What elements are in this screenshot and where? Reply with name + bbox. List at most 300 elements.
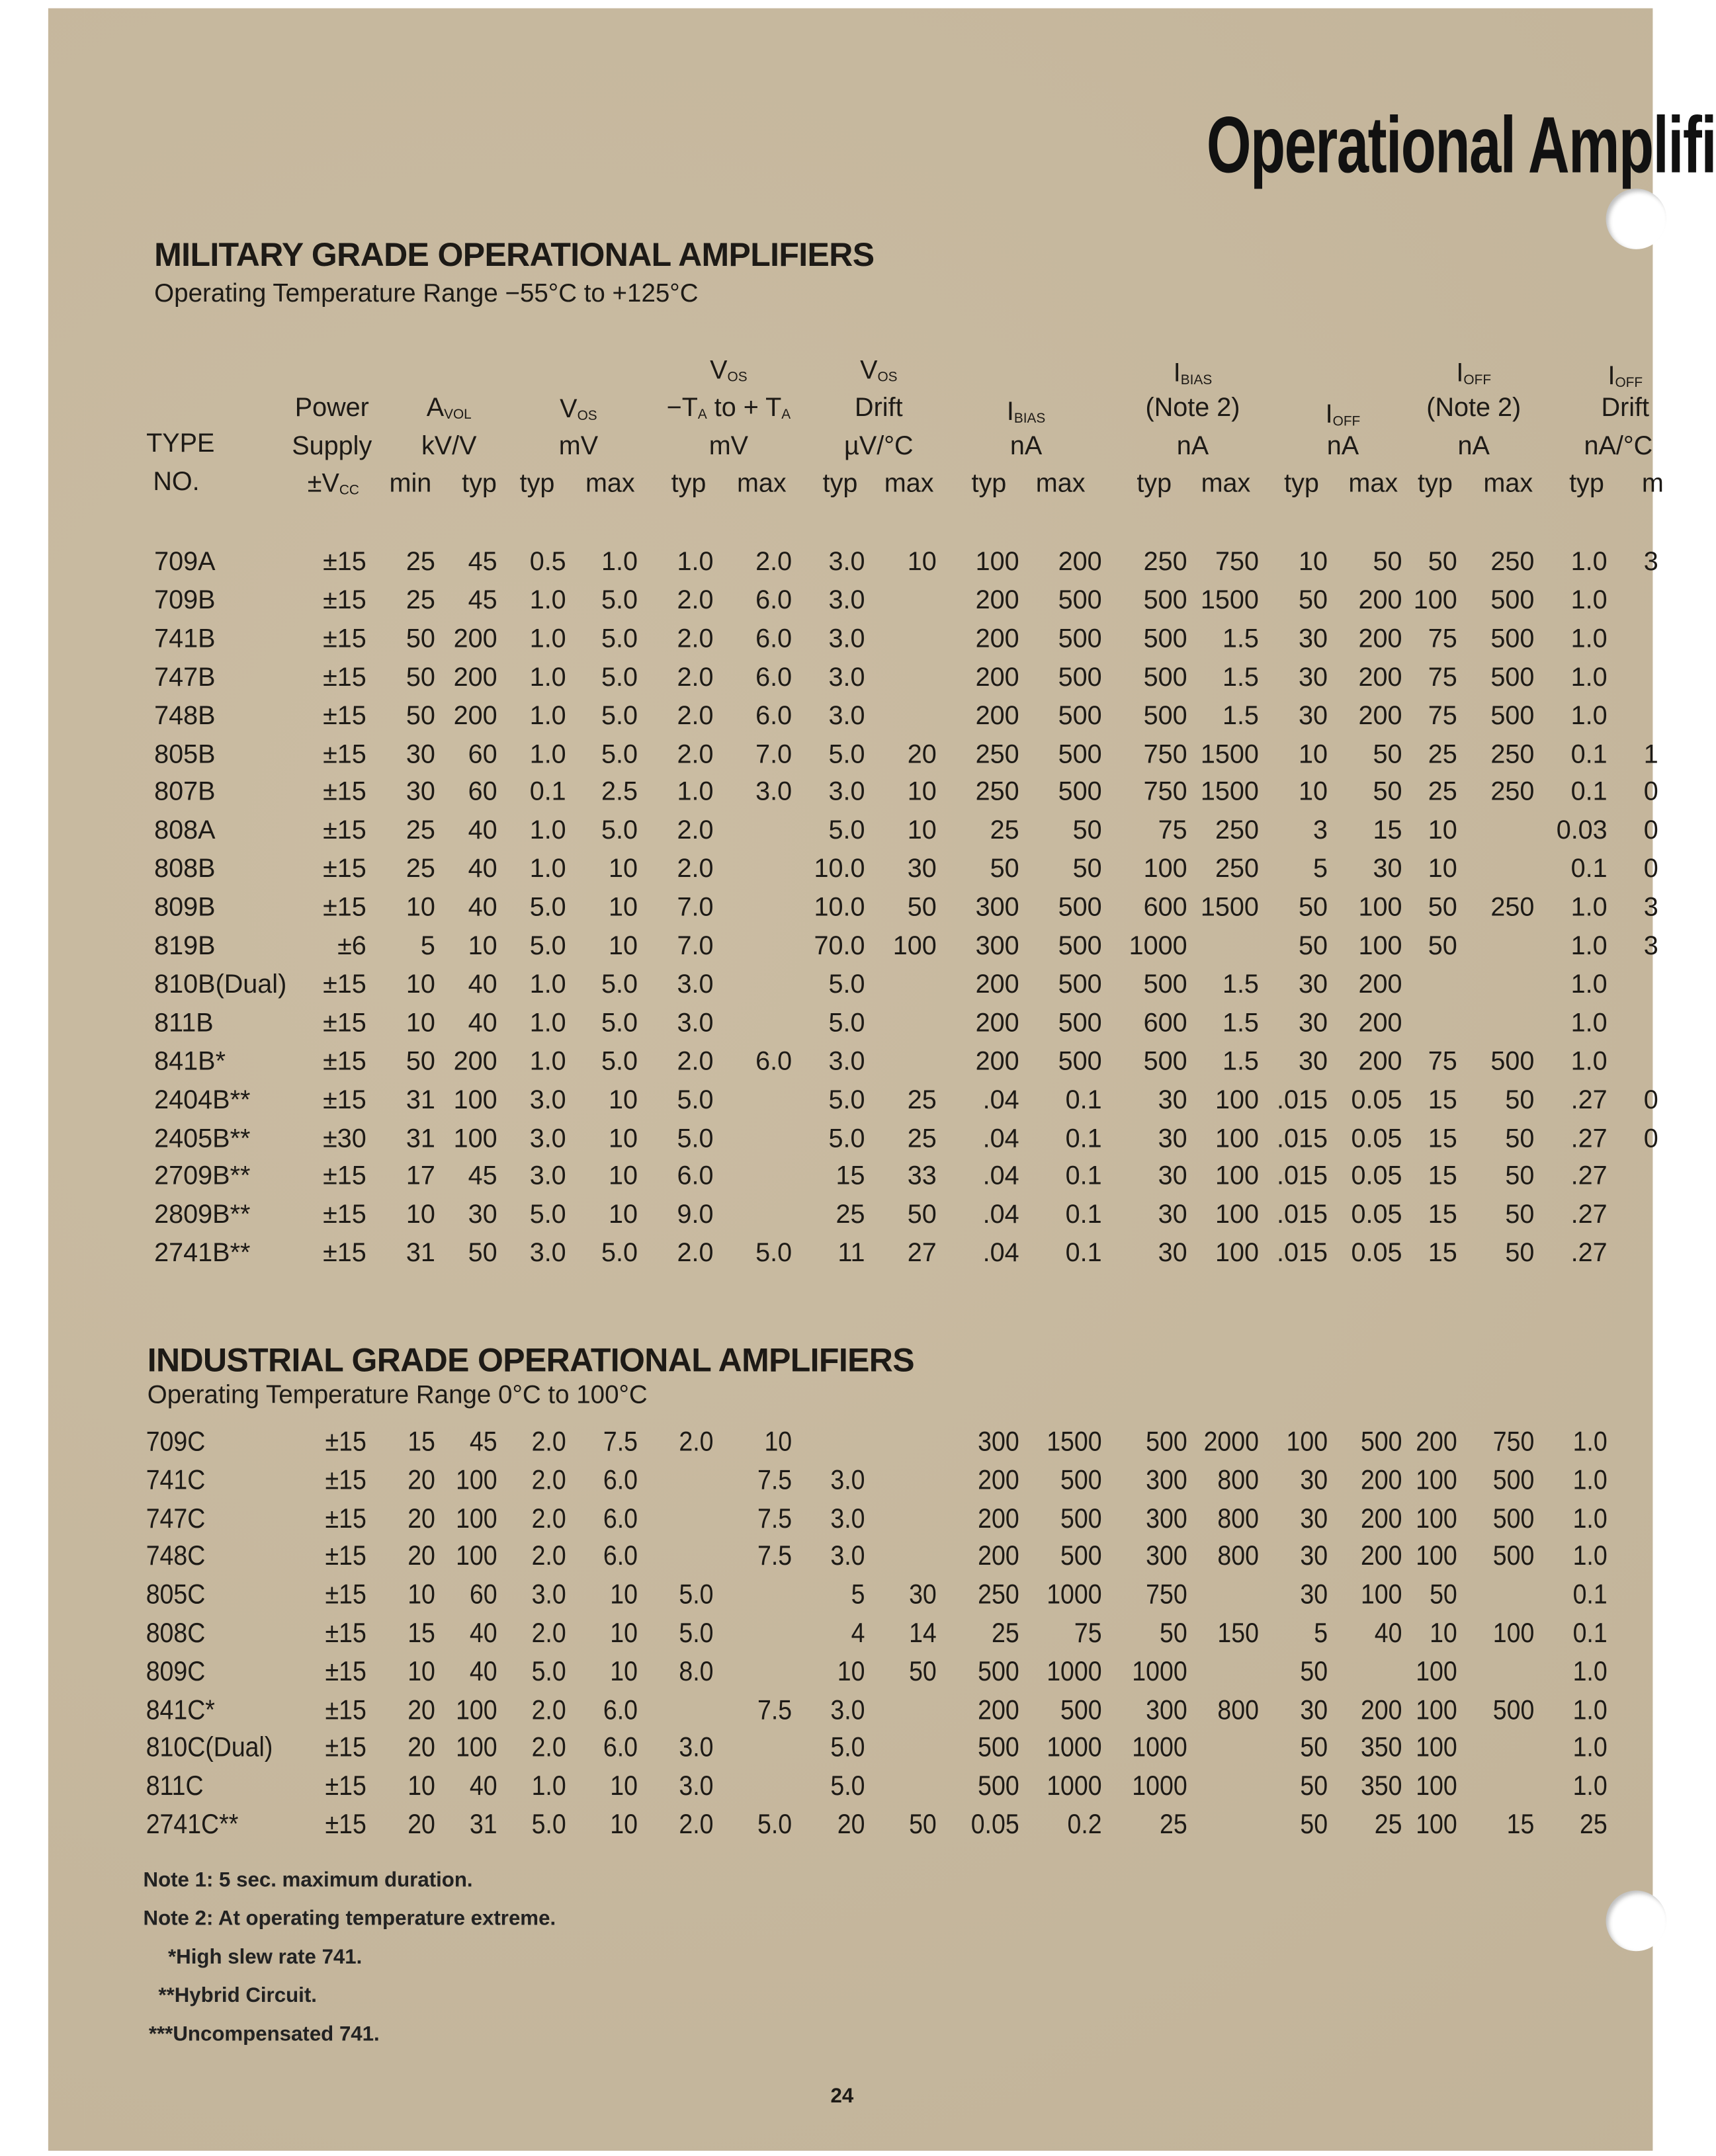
ibias-typ-cell: 200 bbox=[975, 1047, 1019, 1077]
column-header bbox=[1584, 433, 1652, 463]
vos-drift-max-cell: 20 bbox=[907, 740, 937, 769]
brand-title: Operational Amplifi bbox=[1206, 100, 1716, 190]
vos-typ-cell: 1.0 bbox=[529, 586, 566, 616]
ibias-note2-typ-cell: 500 bbox=[1143, 663, 1187, 692]
vos-temp-typ-cell: 9.0 bbox=[677, 1201, 714, 1230]
vos-max-cell: 5.0 bbox=[601, 740, 638, 769]
vos-drift-max-cell: 50 bbox=[907, 893, 937, 923]
ibias-note2-typ-cell: 500 bbox=[1143, 701, 1187, 731]
ibias-note2-typ-cell: 500 bbox=[1143, 624, 1187, 654]
type-cell: 741C bbox=[146, 1465, 206, 1496]
ibias-note2-max-cell: 1500 bbox=[1200, 893, 1259, 923]
vos-temp-typ-cell: 3.0 bbox=[679, 1733, 714, 1764]
header-text: max bbox=[736, 469, 787, 499]
vos-max-cell: 5.0 bbox=[601, 663, 638, 692]
ioff-drift-typ-cell: 1.0 bbox=[1572, 1695, 1608, 1725]
vos-max-cell: 6.0 bbox=[603, 1465, 638, 1496]
avol-typ-cell: 40 bbox=[469, 1618, 497, 1649]
ioff-note2-max-cell: 250 bbox=[1490, 548, 1535, 577]
ibias-typ-cell: 200 bbox=[975, 1009, 1019, 1038]
vos-drift-max-cell: 33 bbox=[907, 1163, 937, 1192]
ioff-note2-typ-cell: 100 bbox=[1416, 1542, 1457, 1573]
ibias-note2-typ-cell: 500 bbox=[1143, 586, 1187, 616]
column-header bbox=[520, 470, 555, 500]
ioff-drift-typ-cell: 1.0 bbox=[1572, 1542, 1608, 1573]
header-text: OS bbox=[727, 370, 748, 386]
ibias-typ-cell: 250 bbox=[978, 1580, 1019, 1611]
ibias-typ-cell: .04 bbox=[982, 1239, 1019, 1268]
header-text: A bbox=[697, 407, 707, 423]
ioff-typ-cell: 30 bbox=[1300, 1580, 1328, 1611]
ioff-max-cell: 200 bbox=[1360, 1695, 1402, 1725]
column-header bbox=[1458, 433, 1490, 463]
ibias-note2-typ-cell: 50 bbox=[1159, 1618, 1187, 1649]
ibias-typ-cell: .04 bbox=[982, 1163, 1019, 1192]
avol-typ-cell: 200 bbox=[453, 701, 497, 731]
vos-temp-max-cell: 7.5 bbox=[757, 1695, 793, 1725]
avol-typ-cell: 40 bbox=[468, 893, 497, 923]
header-text: Power bbox=[294, 394, 369, 423]
vos-max-cell: 7.5 bbox=[603, 1427, 638, 1458]
supply-cell: ±30 bbox=[323, 1124, 366, 1153]
vos-temp-typ-cell: 2.0 bbox=[677, 817, 714, 846]
vos-temp-max-cell: 7.5 bbox=[757, 1503, 793, 1534]
ioff-drift-typ-cell: 0.1 bbox=[1570, 778, 1608, 808]
vos-temp-max-cell: 3.0 bbox=[755, 778, 793, 808]
ioff-note2-typ-cell: 100 bbox=[1416, 1809, 1457, 1841]
vos-temp-typ-cell: 3.0 bbox=[679, 1771, 714, 1802]
supply-cell: ±15 bbox=[323, 778, 366, 808]
ibias-max-cell: 0.1 bbox=[1065, 1201, 1102, 1230]
header-text: I bbox=[1325, 400, 1333, 430]
header-text: OS bbox=[577, 409, 597, 425]
ioff-typ-cell: 50 bbox=[1299, 893, 1328, 923]
ibias-typ-cell: 200 bbox=[978, 1542, 1019, 1573]
vos-drift-typ-cell: 3.0 bbox=[828, 701, 865, 731]
avol-typ-cell: 100 bbox=[456, 1542, 497, 1573]
vos-max-cell: 10 bbox=[610, 1618, 638, 1649]
avol-typ-cell: 40 bbox=[469, 1657, 497, 1688]
ioff-drift-typ-cell: 1.0 bbox=[1570, 1047, 1608, 1077]
header-text: typ bbox=[671, 469, 707, 499]
ibias-typ-cell: 200 bbox=[975, 970, 1019, 1000]
type-cell: 809B bbox=[154, 893, 216, 923]
ibias-typ-cell: 300 bbox=[975, 893, 1019, 923]
vos-drift-max-cell: 27 bbox=[907, 1239, 937, 1268]
vos-typ-cell: 5.0 bbox=[529, 1201, 566, 1230]
type-cell: 2809B** bbox=[154, 1201, 251, 1230]
ibias-max-cell: 1500 bbox=[1047, 1427, 1102, 1458]
column-header bbox=[710, 356, 748, 387]
vos-max-cell: 10 bbox=[610, 1657, 638, 1688]
vos-temp-typ-cell: 8.0 bbox=[679, 1657, 714, 1688]
avol-min-cell: 25 bbox=[406, 817, 435, 846]
avol-min-cell: 17 bbox=[406, 1163, 435, 1192]
ioff-drift-typ-cell: 0.1 bbox=[1572, 1580, 1608, 1611]
header-text: OFF bbox=[1615, 376, 1643, 392]
vos-max-cell: 10 bbox=[608, 932, 638, 962]
supply-cell: ±15 bbox=[323, 1201, 366, 1230]
ioff-drift-max-cell: 0 bbox=[1643, 855, 1658, 885]
vos-temp-typ-cell: 3.0 bbox=[677, 1009, 714, 1038]
ibias-typ-cell: 300 bbox=[975, 932, 1019, 962]
vos-temp-typ-cell: 5.0 bbox=[679, 1618, 714, 1649]
supply-cell: ±15 bbox=[323, 1009, 366, 1038]
vos-drift-typ-cell: 3.0 bbox=[830, 1465, 865, 1496]
vos-temp-typ-cell: 6.0 bbox=[677, 1163, 714, 1192]
header-text: max bbox=[1348, 469, 1398, 499]
ioff-note2-max-cell: 15 bbox=[1506, 1809, 1535, 1841]
ibias-note2-typ-cell: 300 bbox=[1146, 1503, 1187, 1534]
vos-max-cell: 10 bbox=[608, 1201, 638, 1230]
ioff-drift-typ-cell: 1.0 bbox=[1570, 701, 1608, 731]
column-header bbox=[1201, 470, 1251, 500]
ioff-note2-typ-cell: 25 bbox=[1428, 778, 1457, 808]
vos-max-cell: 10 bbox=[610, 1580, 638, 1611]
column-header bbox=[1036, 470, 1086, 500]
vos-typ-cell: 1.0 bbox=[529, 1009, 566, 1038]
ioff-note2-max-cell: 250 bbox=[1490, 778, 1535, 808]
ioff-max-cell: 0.05 bbox=[1351, 1124, 1402, 1153]
vos-temp-typ-cell: 2.0 bbox=[677, 740, 714, 769]
header-text: I bbox=[1006, 397, 1014, 427]
ioff-typ-cell: 30 bbox=[1300, 1542, 1328, 1573]
column-header bbox=[1426, 394, 1521, 424]
ioff-drift-typ-cell: 25 bbox=[1580, 1809, 1608, 1841]
avol-typ-cell: 100 bbox=[456, 1465, 497, 1496]
vos-drift-max-cell: 100 bbox=[892, 932, 937, 962]
type-cell: 2741B** bbox=[154, 1239, 251, 1268]
supply-cell: ±15 bbox=[323, 893, 366, 923]
vos-drift-typ-cell: 15 bbox=[836, 1163, 865, 1192]
avol-min-cell: 31 bbox=[406, 1124, 435, 1153]
vos-typ-cell: 5.0 bbox=[529, 932, 566, 962]
ioff-note2-typ-cell: 100 bbox=[1416, 1465, 1457, 1496]
column-header bbox=[971, 470, 1006, 500]
vos-typ-cell: 1.0 bbox=[529, 817, 566, 846]
ioff-typ-cell: 50 bbox=[1300, 1733, 1328, 1764]
ioff-note2-max-cell: 50 bbox=[1505, 1085, 1535, 1115]
header-text: nA bbox=[1176, 432, 1209, 462]
ibias-note2-max-cell: 1.5 bbox=[1222, 1009, 1259, 1038]
header-text: typ bbox=[462, 469, 497, 499]
column-header bbox=[146, 430, 214, 460]
type-cell: 2741C** bbox=[146, 1809, 239, 1841]
ioff-drift-max-cell: 0 bbox=[1643, 817, 1658, 846]
ibias-max-cell: 500 bbox=[1058, 740, 1102, 769]
ioff-max-cell: 50 bbox=[1373, 778, 1402, 808]
military-section-title: MILITARY GRADE OPERATIONAL AMPLIFIERS bbox=[154, 237, 875, 274]
vos-max-cell: 6.0 bbox=[603, 1503, 638, 1534]
ioff-note2-typ-cell: 100 bbox=[1416, 1771, 1457, 1802]
column-header bbox=[462, 470, 497, 500]
avol-min-cell: 30 bbox=[406, 740, 435, 769]
avol-min-cell: 15 bbox=[408, 1427, 435, 1458]
avol-typ-cell: 200 bbox=[453, 1047, 497, 1077]
ioff-drift-max-cell: 0 bbox=[1643, 1085, 1658, 1115]
avol-typ-cell: 10 bbox=[468, 932, 497, 962]
ioff-note2-typ-cell: 25 bbox=[1428, 740, 1457, 769]
ibias-note2-typ-cell: 600 bbox=[1143, 1009, 1187, 1038]
vos-drift-max-cell: 50 bbox=[907, 1201, 937, 1230]
ioff-max-cell: 500 bbox=[1360, 1427, 1402, 1458]
ibias-typ-cell: 100 bbox=[975, 548, 1019, 577]
ioff-drift-typ-cell: 0.03 bbox=[1556, 817, 1608, 846]
column-header bbox=[1010, 433, 1042, 463]
column-header bbox=[1177, 433, 1209, 463]
ioff-typ-cell: 30 bbox=[1299, 624, 1328, 654]
ibias-note2-typ-cell: 500 bbox=[1143, 1047, 1187, 1077]
ioff-max-cell: 0.05 bbox=[1351, 1085, 1402, 1115]
ioff-note2-typ-cell: 75 bbox=[1428, 701, 1457, 731]
avol-min-cell: 31 bbox=[406, 1085, 435, 1115]
ibias-note2-typ-cell: 100 bbox=[1143, 855, 1187, 885]
ioff-note2-typ-cell: 75 bbox=[1428, 663, 1457, 692]
vos-typ-cell: 1.0 bbox=[529, 1047, 566, 1077]
header-text: max bbox=[1201, 469, 1251, 499]
header-text: typ bbox=[1418, 469, 1453, 499]
vos-drift-typ-cell: 3.0 bbox=[828, 624, 865, 654]
ibias-note2-typ-cell: 500 bbox=[1143, 970, 1187, 1000]
ibias-typ-cell: 300 bbox=[978, 1427, 1019, 1458]
ioff-max-cell: 50 bbox=[1373, 548, 1402, 577]
ibias-max-cell: 0.1 bbox=[1065, 1085, 1102, 1115]
vos-temp-max-cell: 6.0 bbox=[755, 701, 793, 731]
vos-drift-max-cell: 30 bbox=[909, 1580, 937, 1611]
header-text: typ bbox=[971, 469, 1007, 499]
ibias-max-cell: 500 bbox=[1058, 701, 1102, 731]
supply-cell: ±15 bbox=[323, 1163, 366, 1192]
vos-drift-max-cell: 50 bbox=[909, 1809, 937, 1841]
ioff-max-cell: 100 bbox=[1358, 932, 1402, 962]
column-header bbox=[1284, 470, 1319, 500]
ioff-note2-typ-cell: 200 bbox=[1416, 1427, 1457, 1458]
avol-min-cell: 20 bbox=[408, 1695, 435, 1725]
ioff-typ-cell: .015 bbox=[1277, 1163, 1328, 1192]
vos-max-cell: 10 bbox=[608, 1085, 638, 1115]
ibias-max-cell: 500 bbox=[1058, 778, 1102, 808]
vos-max-cell: 10 bbox=[608, 1163, 638, 1192]
supply-cell: ±15 bbox=[323, 624, 366, 654]
type-cell: 808B bbox=[154, 855, 216, 885]
ioff-note2-typ-cell: 100 bbox=[1416, 1733, 1457, 1764]
column-header bbox=[884, 470, 934, 500]
vos-temp-max-cell: 5.0 bbox=[755, 1239, 793, 1268]
header-text: A bbox=[426, 394, 445, 423]
column-header bbox=[844, 433, 914, 463]
ibias-typ-cell: 200 bbox=[978, 1695, 1019, 1725]
ibias-max-cell: 200 bbox=[1058, 548, 1102, 577]
vos-drift-typ-cell: 5.0 bbox=[828, 970, 865, 1000]
vos-max-cell: 5.0 bbox=[601, 970, 638, 1000]
vos-max-cell: 10 bbox=[610, 1771, 638, 1802]
avol-typ-cell: 60 bbox=[469, 1580, 497, 1611]
header-text: CC bbox=[339, 483, 359, 499]
vos-typ-cell: 2.0 bbox=[531, 1695, 566, 1725]
note-1: Note 1: 5 sec. maximum duration. bbox=[143, 1868, 473, 1892]
ioff-note2-typ-cell: 100 bbox=[1413, 586, 1457, 616]
ioff-note2-typ-cell: 75 bbox=[1428, 624, 1457, 654]
vos-drift-typ-cell: 5.0 bbox=[828, 1124, 865, 1153]
ibias-note2-typ-cell: 75 bbox=[1158, 817, 1187, 846]
type-cell: 747C bbox=[146, 1503, 206, 1534]
vos-max-cell: 5.0 bbox=[601, 817, 638, 846]
avol-min-cell: 10 bbox=[408, 1580, 435, 1611]
ibias-max-cell: 500 bbox=[1058, 893, 1102, 923]
vos-drift-max-cell: 14 bbox=[909, 1618, 937, 1649]
avol-typ-cell: 100 bbox=[456, 1733, 497, 1764]
type-cell: 709A bbox=[154, 548, 216, 577]
vos-temp-typ-cell: 1.0 bbox=[677, 778, 714, 808]
ioff-note2-typ-cell: 100 bbox=[1416, 1695, 1457, 1725]
vos-temp-max-cell: 6.0 bbox=[755, 1047, 793, 1077]
column-header bbox=[295, 394, 369, 424]
supply-cell: ±15 bbox=[325, 1809, 366, 1841]
ioff-max-cell: 100 bbox=[1360, 1580, 1402, 1611]
ibias-typ-cell: 200 bbox=[978, 1503, 1019, 1534]
ibias-note2-max-cell: 800 bbox=[1217, 1465, 1259, 1496]
avol-min-cell: 20 bbox=[408, 1503, 435, 1534]
vos-typ-cell: 3.0 bbox=[529, 1085, 566, 1115]
ioff-drift-typ-cell: 0.1 bbox=[1570, 740, 1608, 769]
avol-typ-cell: 45 bbox=[469, 1427, 497, 1458]
ibias-note2-typ-cell: 500 bbox=[1146, 1427, 1187, 1458]
vos-temp-typ-cell: 2.0 bbox=[677, 586, 714, 616]
ioff-note2-max-cell: 500 bbox=[1490, 1047, 1535, 1077]
avol-typ-cell: 100 bbox=[453, 1085, 497, 1115]
ioff-drift-max-cell: 1 bbox=[1643, 740, 1658, 769]
ioff-typ-cell: .015 bbox=[1277, 1201, 1328, 1230]
avol-min-cell: 20 bbox=[408, 1542, 435, 1573]
supply-cell: ±15 bbox=[325, 1657, 366, 1688]
ioff-drift-max-cell: 3 bbox=[1643, 548, 1658, 577]
supply-cell: ±15 bbox=[325, 1503, 366, 1534]
ibias-note2-typ-cell: 25 bbox=[1159, 1809, 1187, 1841]
ioff-note2-max-cell: 500 bbox=[1492, 1465, 1535, 1496]
header-text: V bbox=[710, 356, 728, 386]
supply-cell: ±15 bbox=[323, 586, 366, 616]
ibias-max-cell: 1000 bbox=[1047, 1657, 1102, 1688]
ibias-max-cell: 75 bbox=[1074, 1618, 1102, 1649]
column-header bbox=[1348, 470, 1398, 500]
ioff-typ-cell: 5 bbox=[1314, 1618, 1328, 1649]
vos-temp-typ-cell: 7.0 bbox=[677, 893, 714, 923]
supply-cell: ±15 bbox=[323, 1085, 366, 1115]
avol-min-cell: 50 bbox=[406, 1047, 435, 1077]
ioff-drift-typ-cell: .27 bbox=[1570, 1201, 1608, 1230]
type-cell: 748C bbox=[146, 1542, 206, 1573]
type-cell: 808C bbox=[146, 1618, 206, 1649]
ioff-note2-typ-cell: 100 bbox=[1416, 1503, 1457, 1534]
header-text: (Note 2) bbox=[1145, 394, 1240, 423]
ioff-note2-max-cell: 50 bbox=[1505, 1201, 1535, 1230]
vos-max-cell: 10 bbox=[610, 1809, 638, 1841]
ibias-typ-cell: 0.05 bbox=[970, 1809, 1019, 1841]
ibias-typ-cell: 200 bbox=[975, 624, 1019, 654]
column-header bbox=[1418, 470, 1453, 500]
vos-drift-max-cell: 50 bbox=[909, 1657, 937, 1688]
vos-temp-typ-cell: 2.0 bbox=[679, 1427, 714, 1458]
column-header bbox=[585, 470, 635, 500]
ioff-note2-typ-cell: 100 bbox=[1416, 1657, 1457, 1688]
vos-temp-typ-cell: 2.0 bbox=[677, 701, 714, 731]
vos-drift-typ-cell: 5.0 bbox=[830, 1733, 865, 1764]
vos-drift-typ-cell: 5.0 bbox=[828, 740, 865, 769]
ioff-drift-typ-cell: .27 bbox=[1570, 1239, 1608, 1268]
ioff-drift-max-cell: 3 bbox=[1643, 932, 1658, 962]
vos-max-cell: 10 bbox=[608, 893, 638, 923]
supply-cell: ±6 bbox=[337, 932, 366, 962]
type-cell: 2709B** bbox=[154, 1163, 251, 1192]
ibias-note2-max-cell: 250 bbox=[1215, 855, 1259, 885]
type-cell: 811C bbox=[146, 1771, 204, 1802]
header-text: max bbox=[1483, 469, 1533, 499]
ibias-note2-max-cell: 150 bbox=[1217, 1618, 1259, 1649]
type-cell: 741B bbox=[154, 624, 216, 654]
ibias-max-cell: 500 bbox=[1058, 586, 1102, 616]
ioff-max-cell: 50 bbox=[1373, 740, 1402, 769]
ioff-note2-typ-cell: 10 bbox=[1428, 817, 1457, 846]
vos-typ-cell: 1.0 bbox=[529, 663, 566, 692]
column-header bbox=[559, 433, 598, 463]
ibias-note2-typ-cell: 300 bbox=[1146, 1542, 1187, 1573]
ibias-typ-cell: .04 bbox=[982, 1085, 1019, 1115]
ioff-drift-typ-cell: 0.1 bbox=[1570, 855, 1608, 885]
ibias-typ-cell: .04 bbox=[982, 1124, 1019, 1153]
vos-typ-cell: 2.0 bbox=[531, 1465, 566, 1496]
header-text: Supply bbox=[292, 432, 372, 462]
ioff-max-cell: 25 bbox=[1374, 1809, 1402, 1841]
vos-max-cell: 5.0 bbox=[601, 1239, 638, 1268]
ioff-typ-cell: 30 bbox=[1300, 1503, 1328, 1534]
ioff-drift-typ-cell: 1.0 bbox=[1570, 586, 1608, 616]
ioff-note2-typ-cell: 10 bbox=[1428, 855, 1457, 885]
avol-typ-cell: 100 bbox=[456, 1503, 497, 1534]
supply-cell: ±15 bbox=[323, 855, 366, 885]
type-cell: 2405B** bbox=[154, 1124, 251, 1153]
ibias-max-cell: 500 bbox=[1058, 663, 1102, 692]
avol-min-cell: 25 bbox=[406, 586, 435, 616]
ioff-typ-cell: 10 bbox=[1299, 548, 1328, 577]
ioff-max-cell: 200 bbox=[1358, 1009, 1402, 1038]
avol-min-cell: 10 bbox=[406, 1009, 435, 1038]
ibias-note2-typ-cell: 750 bbox=[1146, 1580, 1187, 1611]
ibias-typ-cell: 500 bbox=[978, 1657, 1019, 1688]
column-header bbox=[855, 394, 903, 424]
ioff-max-cell: 200 bbox=[1358, 624, 1402, 654]
page-number: 24 bbox=[830, 2085, 854, 2108]
vos-drift-typ-cell: 5.0 bbox=[828, 817, 865, 846]
vos-temp-typ-cell: 5.0 bbox=[677, 1124, 714, 1153]
vos-temp-max-cell: 7.5 bbox=[757, 1542, 793, 1573]
footnote-single-star: *High slew rate 741. bbox=[168, 1945, 363, 1969]
header-text: max bbox=[585, 469, 635, 499]
supply-cell: ±15 bbox=[323, 817, 366, 846]
ibias-note2-typ-cell: 250 bbox=[1143, 548, 1187, 577]
ibias-note2-max-cell: 800 bbox=[1217, 1695, 1259, 1725]
ibias-max-cell: 500 bbox=[1060, 1465, 1102, 1496]
ioff-drift-typ-cell: 1.0 bbox=[1570, 663, 1608, 692]
avol-typ-cell: 200 bbox=[453, 663, 497, 692]
vos-temp-typ-cell: 5.0 bbox=[677, 1085, 714, 1115]
header-text: NO. bbox=[153, 468, 200, 497]
column-header bbox=[709, 433, 748, 463]
ioff-note2-typ-cell: 50 bbox=[1428, 932, 1457, 962]
ioff-note2-typ-cell: 75 bbox=[1428, 1047, 1457, 1077]
vos-typ-cell: 3.0 bbox=[529, 1163, 566, 1192]
vos-typ-cell: 5.0 bbox=[531, 1657, 566, 1688]
vos-drift-typ-cell: 3.0 bbox=[830, 1503, 865, 1534]
